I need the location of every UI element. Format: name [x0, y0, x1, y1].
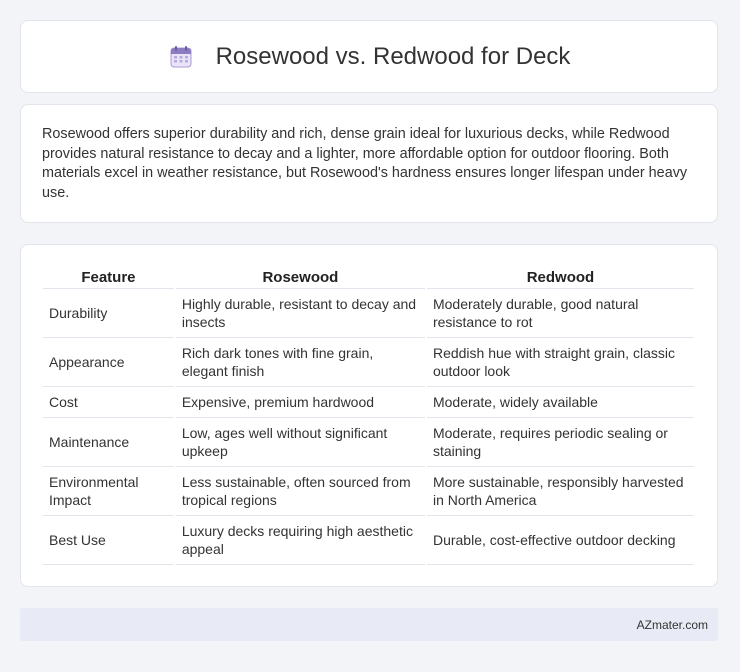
feature-cell: Best Use	[43, 516, 174, 565]
table-row	[43, 338, 694, 387]
title-card	[20, 20, 718, 93]
table-row	[43, 387, 694, 418]
header-redwood: Redwood	[427, 266, 694, 289]
redwood-cell: Moderate, widely available	[427, 387, 694, 418]
header-rosewood: Rosewood	[176, 266, 425, 289]
redwood-cell: Reddish hue with straight grain, classic outdoor look	[427, 338, 694, 387]
feature-cell: Environmental Impact	[43, 467, 174, 516]
table-header-row	[43, 266, 694, 289]
comparison-table	[41, 266, 696, 565]
rosewood-cell: Low, ages well without significant upkeep	[176, 418, 425, 467]
calendar-icon	[168, 44, 194, 70]
title-row	[168, 43, 571, 71]
table-row	[43, 467, 694, 516]
feature-cell: Durability	[43, 289, 174, 338]
redwood-cell: Moderately durable, good natural resistance to rot	[427, 289, 694, 338]
footer-bar	[20, 608, 718, 641]
rosewood-cell: Expensive, premium hardwood	[176, 387, 425, 418]
feature-cell: Appearance	[43, 338, 174, 387]
table-row	[43, 418, 694, 467]
summary-text: Rosewood offers superior durability and rich, dense grain ideal for luxurious decks, while Redwood provides natural resistance to decay and a lighter, more affordable option for outdoor flooring. Both materials excel in weather resistance, but Rosewood's hardness ensures longer lifespan under heavy use.	[42, 126, 688, 201]
page-title: Rosewood vs. Redwood for Deck	[215, 42, 571, 70]
redwood-cell: More sustainable, responsibly harvested in North America	[427, 467, 694, 516]
comparison-table-card	[20, 244, 718, 587]
header-feature: Feature	[43, 266, 174, 289]
rosewood-cell: Rich dark tones with fine grain, elegant finish	[176, 338, 425, 387]
footer-site-link[interactable]: AZmater.com	[636, 617, 708, 632]
table-row	[43, 516, 694, 565]
rosewood-cell: Highly durable, resistant to decay and insects	[176, 289, 425, 338]
feature-cell: Cost	[43, 387, 174, 418]
feature-cell: Maintenance	[43, 418, 174, 467]
rosewood-cell: Luxury decks requiring high aesthetic appeal	[176, 516, 425, 565]
rosewood-cell: Less sustainable, often sourced from tropical regions	[176, 467, 425, 516]
redwood-cell: Durable, cost-effective outdoor decking	[427, 516, 694, 565]
table-row	[43, 289, 694, 338]
redwood-cell: Moderate, requires periodic sealing or staining	[427, 418, 694, 467]
summary-card	[20, 104, 718, 223]
